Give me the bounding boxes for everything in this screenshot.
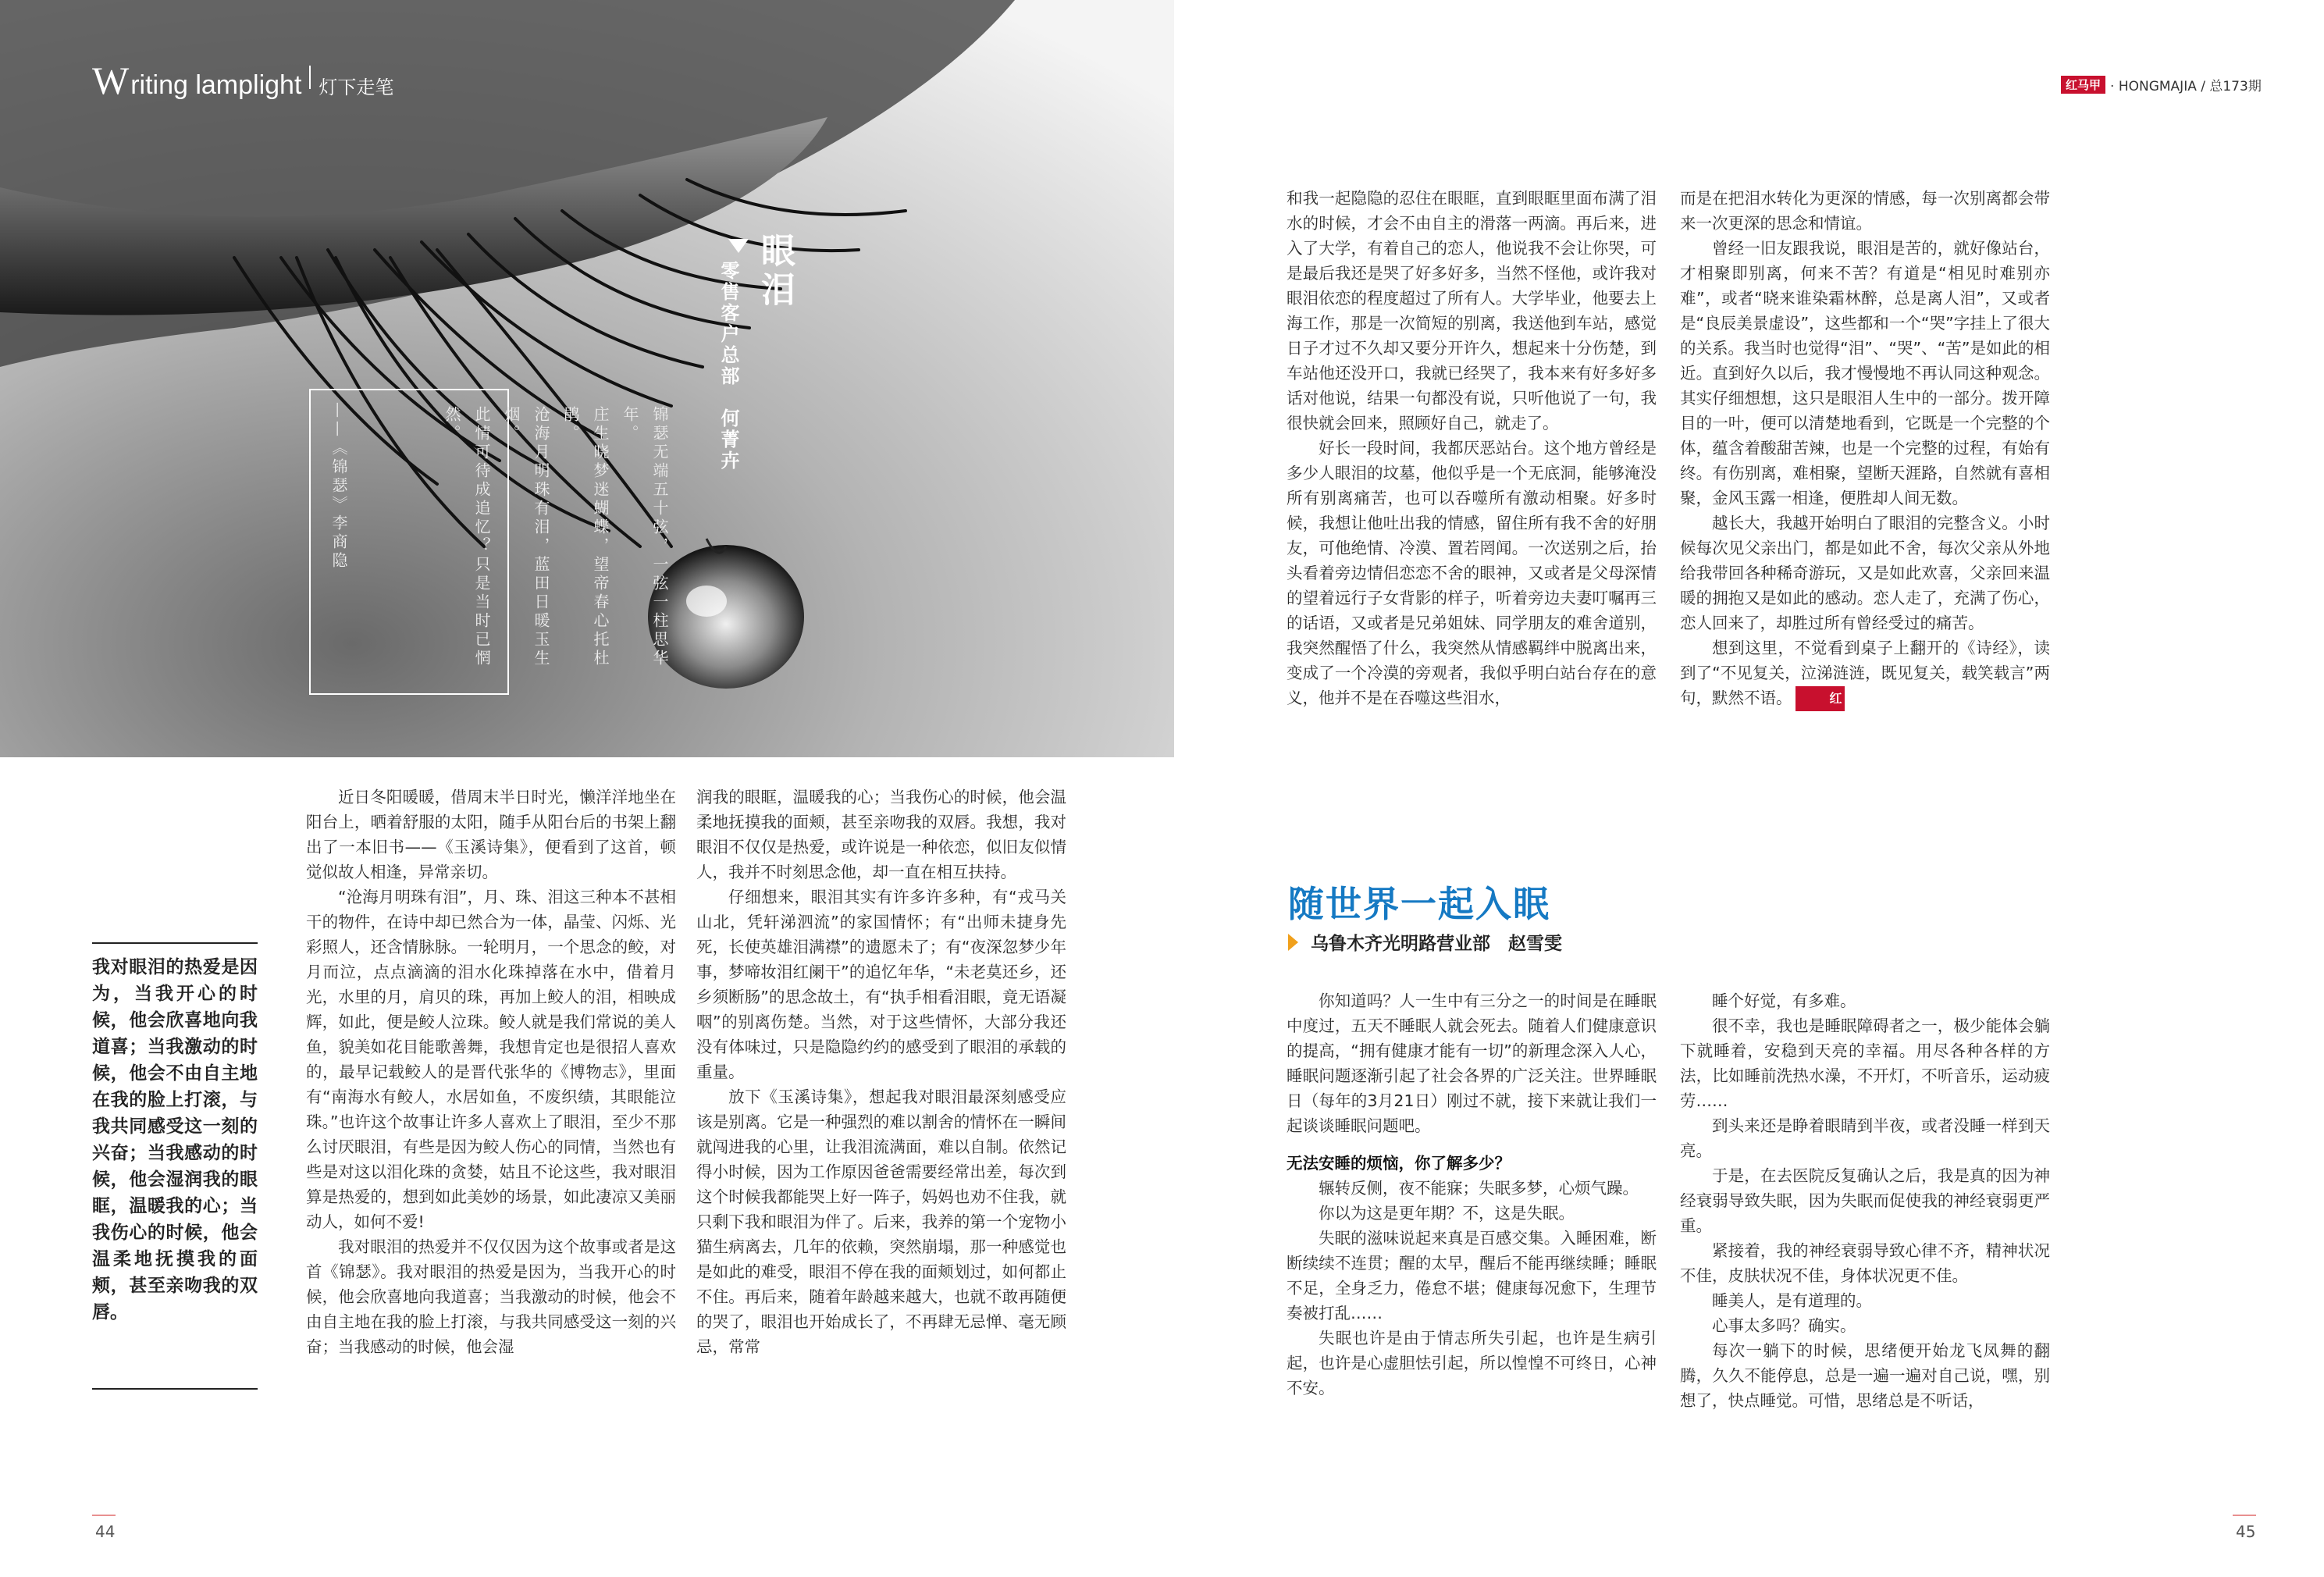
paragraph: 而是在把泪水转化为更深的情感，每一次别离都会带来一次更深的思念和情谊。 (1680, 189, 2050, 233)
poem-line: 沧海月明珠有泪，蓝田日暖玉生烟。 (502, 406, 550, 668)
column-header (92, 58, 394, 102)
paragraph: 你以为这是更年期？不，这是失眠。 (1319, 1204, 1575, 1223)
article2-title: 随世界一起入眠 (1288, 883, 1550, 925)
paragraph: 放下《玉溪诗集》，想起我对眼泪最深刻感受应该是别离。它是一种强烈的难以割舍的情怀在一瞬间就闯进我的心里，让我泪流满面，难以自制。依然记得小时候，因为工作原因爸爸需要经常出差，每次到这个时候我都能哭上好一阵子，妈妈也劝不住我，就只剩下我和眼泪为伴了。后来，我养的第一个宠物小猫生病离去，几年的依赖，突然崩塌，那一种感觉也是如此的难受，眼泪不停在我的面颊划过，如何都止不住。再后来，随着年龄越来越大，也就不敢再随便的哭了，眼泪也开始成长了，不再肆无忌惮、毫无顾忌，常常 (696, 1088, 1066, 1356)
paragraph: 睡个好觉，有多难。 (1712, 991, 1856, 1010)
page-rule (92, 1515, 116, 1516)
header-initial: W (92, 59, 130, 102)
paragraph: 曾经一旧友跟我说，眼泪是苦的，就好像站台，才相聚即别离，何来不苦？有道是“相见时难别亦难”，或者“晓来谁染霜林醉，总是离人泪”，又或者是“良辰美景虚设”，这些都和一个“哭”字挂上了很大的关系。我当时也觉得“泪”、“哭”、“苦”是如此的相近。直到好久以后，我才慢慢地不再认同这种观念。其实仔细想想，这只是眼泪人生中的一部分。拨开障目的一叶，便可以清楚地看到，它既是一个完整的个体，蕴含着酸甜苦辣，也是一个完整的过程，有始有终。有伤别离，难相聚，望断天涯路，自然就有喜相聚，金风玉露一相逢，便胜却人间无数。 (1680, 239, 2050, 507)
magazine-logo: 红马甲 (2061, 76, 2105, 94)
paragraph: 睡美人，是有道理的。 (1712, 1291, 1872, 1310)
paragraph: 心事太多吗？确实。 (1712, 1316, 1856, 1335)
section-subheading: 无法安睡的烦恼，你了解多少？ (1287, 1154, 1511, 1173)
paragraph: 我对眼泪的热爱并不仅仅因为这个故事或者是这首《锦瑟》。我对眼泪的热爱是因为，当我开心的时候，他会欣喜地向我道喜；当我激动的时候，他会不由自主地在我的脸上打滚，与我共同感受这一刻的兴奋；当我感动的时候，他会湿 (306, 1237, 676, 1356)
article-byline: 零售客户总部 何菁卉 (717, 261, 739, 472)
paragraph: 失眠也许是由于情志所失引起，也许是生病引起，也许是心虚胆怯引起，所以惶惶不可终日，心神不安。 (1287, 1329, 1657, 1397)
paragraph-text: 想到这里，不觉看到桌子上翻开的《诗经》，读到了“不见复关，泣涕涟涟，既见复关，载笑载言”两句，默然不语。 (1680, 639, 2050, 707)
article-column (1287, 186, 1657, 710)
article2-byline-row (1288, 929, 1562, 955)
article-column (1680, 988, 2050, 1413)
magazine-header (2061, 75, 2262, 94)
poem-text (437, 406, 674, 679)
paragraph: 失眠的滋味说起来真是百感交集。入睡困难，断断续续不连贯；醒的太早，醒后不能再继续睡；睡眠不足，全身乏力，倦怠不堪；健康每况愈下，生理节奏被打乱…… (1287, 1229, 1657, 1322)
header-divider (309, 66, 311, 89)
issue-info: · HONGMAJIA / 总173期 (2110, 79, 2262, 94)
paragraph: 每次一躺下的时候，思绪便开始龙飞凤舞的翻腾，久久不能停息，总是一遍一遍对自己说，嘿，别想了，快点睡觉。可惜，思绪总是不听话， (1680, 1341, 2050, 1410)
article-title: 眼泪 (755, 233, 795, 311)
paragraph: 越长大，我越开始明白了眼泪的完整含义。小时候每次见父亲出门，都是如此不舍，每次父亲从外地给我带回各种稀奇游玩，又是如此欢喜，父亲回来温暖的拥抱又是如此的感动。恋人走了，充满了伤心，恋人回来了，却胜过所有曾经受过的痛苦。 (1680, 514, 2050, 632)
end-mark: 红 (1795, 686, 1845, 711)
paragraph: 紧接着，我的神经衰弱导致心律不齐，精神状况不佳，皮肤状况不佳，身体状况更不佳。 (1680, 1241, 2050, 1285)
paragraph: 好长一段时间，我都厌恶站台。这个地方曾经是多少人眼泪的坟墓，他似乎是一个无底洞，能够淹没所有别离痛苦，也可以吞噬所有激动相聚。好多时候，我想让他吐出我的情感，留住所有我不舍的好朋友，可他绝情、冷漠、置若罔闻。一次送别之后，抬头看着旁边情侣恋恋不舍的眼神，又或者是父母深情的望着远行子女背影的样子，听着旁边夫妻叮嘱再三的话语，又或者是兄弟姐妹、同学朋友的难舍道别，我突然醒悟了什么，我突然从情感羁绊中脱离出来，变成了一个冷漠的旁观者，我似乎明白站台存在的意义，他并不是在吞噬这些泪水， (1287, 439, 1657, 707)
quote-rule (92, 1388, 258, 1390)
paragraph (1680, 635, 2050, 711)
header-column-name: 灯下走笔 (319, 77, 394, 98)
poem-line: 锦瑟无端五十弦，一弦一柱思华年。 (621, 406, 669, 668)
article-column (1287, 988, 1657, 1401)
paragraph: “沧海月明珠有泪”，月、珠、泪这三种本不甚相干的物件，在诗中却已然合为一体，晶莹、闪烁、光彩照人，还含情脉脉。一轮明月，一个思念的鲛，对月而泣，点点滴滴的泪水化珠掉落在水中，借着月光，水里的月，肩贝的珠，再加上鲛人的泪，相映成辉，如此，便是鲛人泣珠。鲛人就是我们常说的美人鱼，貌美如花目能歌善舞，我想肯定也是很招人喜欢的，最早记载鲛人的是晋代张华的《博物志》，里面有“南海水有鲛人，水居如鱼，不废织绩，其眼能泣珠。”也许这个故事让许多人喜欢上了眼泪，至少不那么讨厌眼泪，有些是因为鲛人伤心的同情，当然也有些是对这以泪化珠的贪婪，姑且不论这些，我对眼泪算是热爱的，想到如此美妙的场景，如此凄凉又美丽动人，如何不爱! (306, 888, 676, 1231)
pull-quote: 我对眼泪的热爱是因为，当我开心的时候，他会欣喜地向我道喜；当我激动的时候，他会不由自主地在我的脸上打滚，与我共同感受这一刻的兴奋；当我感动的时候，他会湿润我的眼眶，温暖我的心；当我伤心的时候，他会温柔地抚摸我的面颊，甚至亲吻我的双唇。 (92, 957, 258, 1322)
poem-author: ——《锦瑟》李商隐 (329, 402, 348, 571)
paragraph: 于是，在去医院反复确认之后，我是真的因为神经衰弱导致失眠，因为失眠而促使我的神经衰弱更严重。 (1680, 1166, 2050, 1235)
quote-rule (92, 942, 258, 944)
paragraph: 辗转反侧，夜不能寐；失眠多梦，心烦气躁。 (1319, 1179, 1639, 1198)
article-column (696, 785, 1066, 1359)
paragraph: 很不幸，我也是睡眠障碍者之一，极少能体会躺下就睡着，安稳到天亮的幸福。用尽各种各样的方法，比如睡前洗热水澡，不开灯，不听音乐，运动疲劳…… (1680, 1016, 2050, 1110)
article-column (306, 785, 676, 1359)
article-column (1680, 186, 2050, 711)
page-rule (2233, 1515, 2256, 1516)
paragraph: 近日冬阳暖暖，借周末半日时光，懒洋洋地坐在阳台上，晒着舒服的太阳，随手从阳台后的书架上翻出了一本旧书——《玉溪诗集》，便看到了这首，顿觉似故人相逢，异常亲切。 (306, 788, 676, 881)
title-marker-icon (728, 239, 749, 253)
paragraph: 和我一起隐隐的忍住在眼眶，直到眼眶里面布满了泪水的时候，才会不由自主的滑落一两滴。再后来，进入了大学，有着自己的恋人，他说我不会让你哭，可是最后我还是哭了好多好多，当然不怪他，或许我对眼泪依恋的程度超过了所有人。大学毕业，他要去上海工作，那是一次简短的别离，我送他到车站，感觉日子才过不久却又要分开许久，想起来十分伤楚，到车站他还没开口，我就已经哭了，我本来有好多好多话对他说，结果一句都没有说，只听他说了一句，我很快就会回来，照顾好自己，就走了。 (1287, 189, 1657, 433)
header-title: riting lamplight (130, 70, 302, 100)
paragraph: 到头来还是睁着眼睛到半夜，或者没睡一样到天亮。 (1680, 1116, 2050, 1160)
byline-marker-icon (1288, 934, 1298, 951)
article2-byline: 乌鲁木齐光明路营业部 赵雪雯 (1311, 934, 1562, 954)
page-number-right: 45 (2236, 1522, 2256, 1541)
poem-line: 庄生晓梦迷蝴蝶，望帝春心托杜鹃。 (561, 406, 610, 668)
paragraph: 润我的眼眶，温暖我的心；当我伤心的时候，他会温柔地抚摸我的面颊，甚至亲吻我的双唇。我想，我对眼泪不仅仅是热爱，或许说是一种依恋，似旧友似情人，我并不时刻思念他，却一直在相互扶持。 (696, 788, 1066, 881)
paragraph: 你知道吗？人一生中有三分之一的时间是在睡眠中度过，五天不睡眠人就会死去。随着人们健康意识的提高，“拥有健康才能有一切”的新理念深入人心，睡眠问题逐渐引起了社会各界的广泛关注。世界睡眠日（每年的3月21日）刚过不就，接下来就让我们一起谈谈睡眠问题吧。 (1287, 991, 1657, 1135)
paragraph: 仔细想来，眼泪其实有许多许多种，有“戎马关山北，凭轩涕泗流”的家国情怀；有“出师未捷身先死，长使英雄泪满襟”的遗愿未了；有“夜深忽梦少年事，梦啼妆泪红阑干”的追忆年华，“未老莫还乡，还乡须断肠”的思念故土，有“执手相看泪眼，竟无语凝咽”的别离伤楚。当然，对于这些情怀，大部分我还没有体味过，只是隐隐约约的感受到了眼泪的承载的重量。 (696, 888, 1066, 1081)
page-number-left: 44 (95, 1522, 116, 1541)
poem-line: 此情可待成追忆？只是当时已惘然。 (443, 406, 491, 668)
